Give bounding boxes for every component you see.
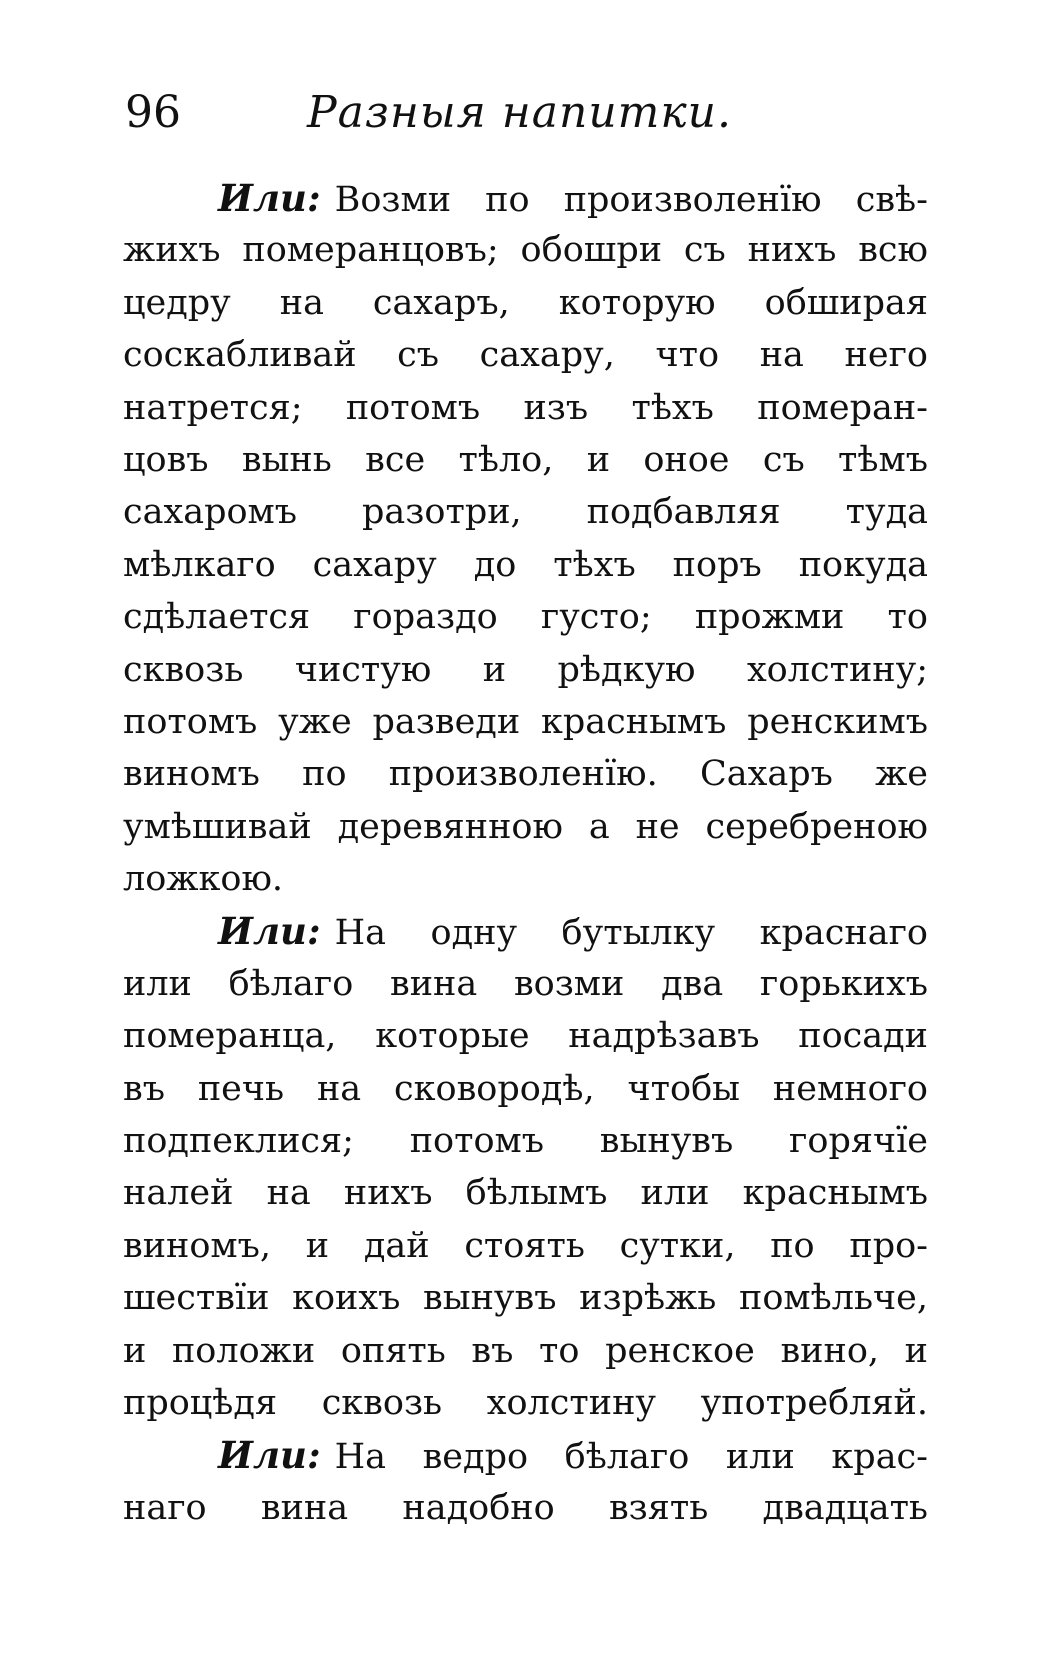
text-line: соскабливай съ сахару, что на него: [123, 335, 928, 376]
page-header: [125, 78, 925, 148]
text-line: шествїи коихъ вынувъ изрѣжь помѣльче,: [123, 1278, 928, 1319]
text-line: сдѣлается гораздо густо; прожми то: [123, 597, 928, 638]
text-line: умѣшивай деревянною а не серебреною: [123, 806, 928, 847]
text-line: виномъ по произволенїю. Сахаръ же: [123, 754, 928, 795]
running-title: Разныя напитки.: [307, 87, 732, 138]
text-line: наго вина надобно взять двадцать: [123, 1487, 928, 1528]
text-line: или бѣлаго вина возми два горькихъ: [123, 963, 928, 1004]
text-line: потомъ уже разведи краснымъ ренскимъ: [123, 701, 928, 742]
text-line: ложкою.: [123, 859, 284, 900]
text-line: цовъ вынь все тѣло, и оное съ тѣмъ: [123, 439, 928, 480]
text-line: виномъ, и дай стоять сутки, по про-: [123, 1225, 928, 1266]
text-line: Или: На ведро бѣлаго или крас-: [218, 1433, 928, 1478]
text-line: процѣдя сквозь холстину употребляй.: [123, 1382, 928, 1423]
paragraph-lead: Или:: [218, 176, 321, 220]
text-line: и положи опять въ то ренское вино, и: [123, 1330, 928, 1371]
text-line: въ печь на сковородѣ, чтобы немного: [123, 1068, 928, 1109]
text-line: померанца, которые надрѣзавъ посади: [123, 1016, 928, 1057]
text-line: жихъ померанцовъ; обошри съ нихъ всю: [123, 230, 928, 271]
text-line: мѣлкаго сахару до тѣхъ поръ покуда: [123, 544, 928, 585]
text-line: натрется; потомъ изъ тѣхъ померан-: [123, 387, 928, 428]
text-line: цедру на сахаръ, которую обширая: [123, 282, 928, 323]
text-line: Или: Возми по произволенїю свѣ-: [218, 176, 928, 220]
text-line: сахаромъ разотри, подбавляя туда: [123, 492, 928, 533]
text-line: Или: На одну бутылку краснаго: [218, 909, 928, 954]
text-line: сквозь чистую и рѣдкую холстину;: [123, 649, 928, 690]
page-number: 96: [125, 87, 181, 138]
body-text: [123, 172, 928, 1534]
paragraph-lead: Или:: [218, 1433, 321, 1478]
text-line: подпеклися; потомъ вынувъ горячїе: [123, 1121, 928, 1162]
paragraph-lead: Или:: [218, 909, 321, 954]
text-line: налей на нихъ бѣлымъ или краснымъ: [123, 1173, 928, 1214]
